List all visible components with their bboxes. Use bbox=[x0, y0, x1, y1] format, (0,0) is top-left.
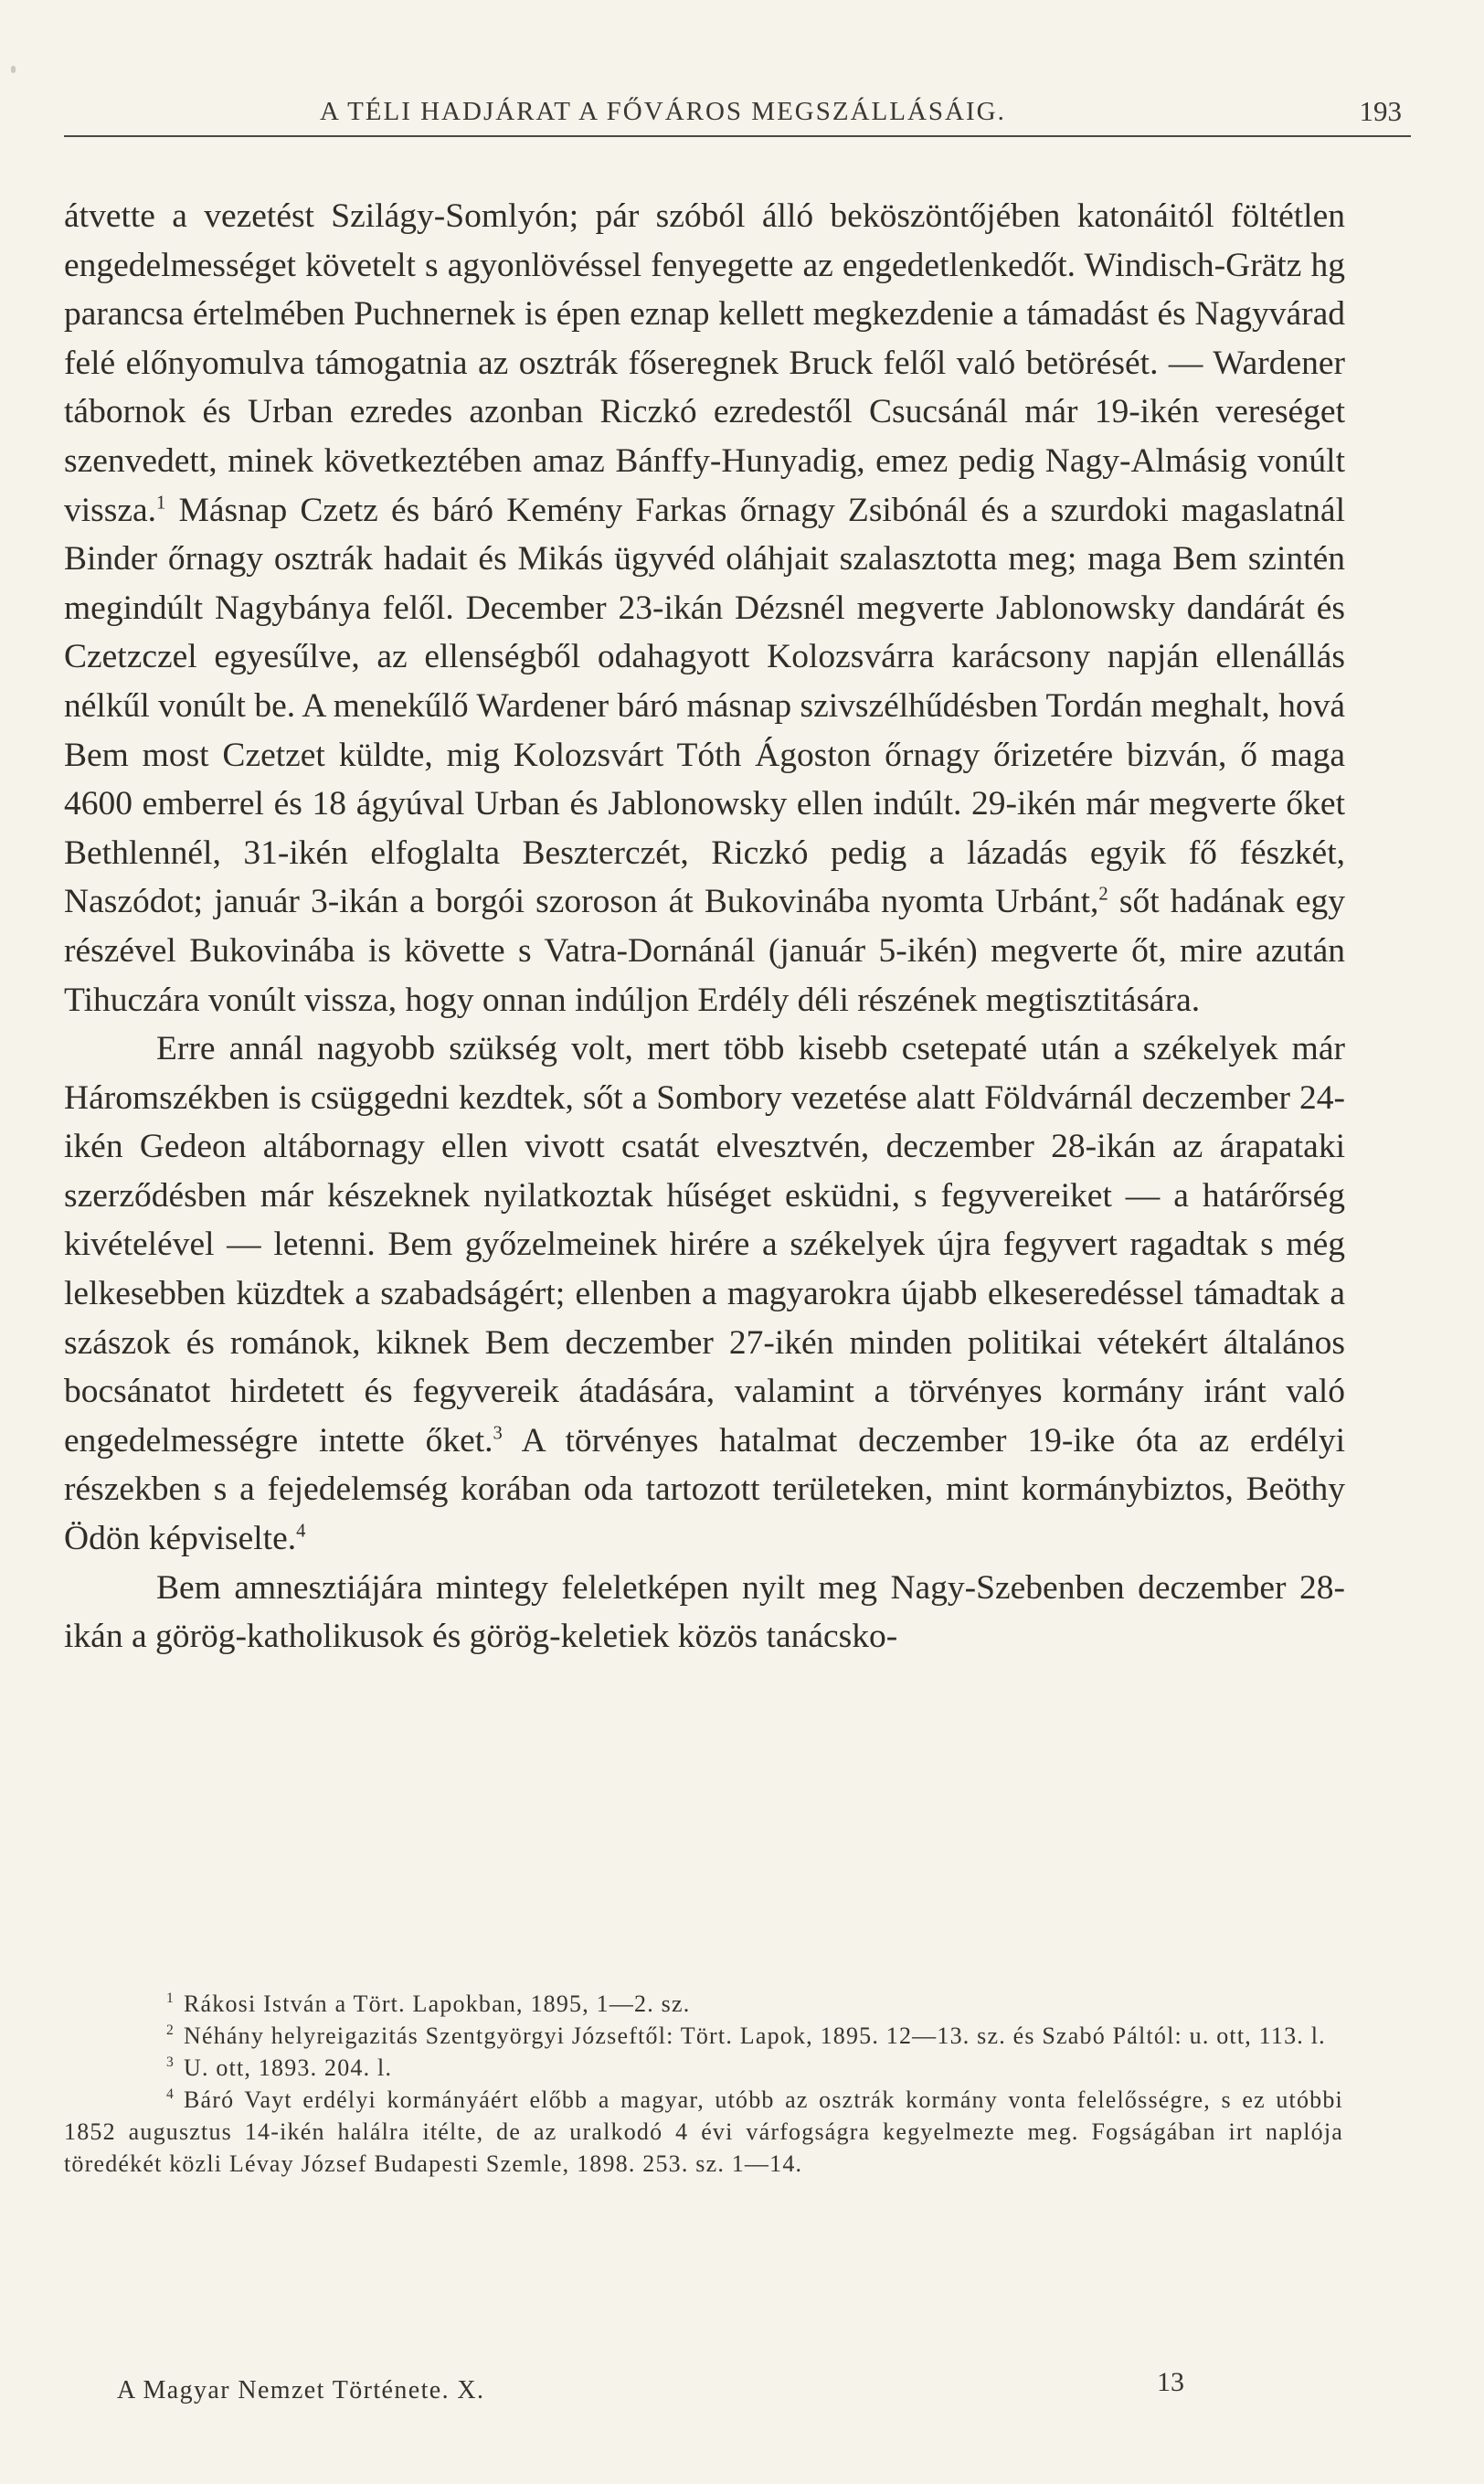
paragraph-3 bbox=[64, 1564, 1345, 1661]
text-run: Erre annál nagyobb szükség volt, mert több kisebb csetepaté után a székelyek már Háromszékben is csüggedni kezdtek, sőt a Sombory vezetése alatt Földvárnál deczember 24-ikén Gedeon altábornagy ellen vivott csatát elvesztvén, deczember 28-ikán az árapataki szerződésben már készeknek nyilatkoztak hűséget esküdni, s fegyvereiket — a határőrség kivételével — letenni. Bem győzelmeinek hirére a székelyek újra fegyvert ragadtak s még lelkesebben küzdtek a szabadságért; ellenben a magyarokra újabb elkeseredéssel támadtak a szászok és románok, kiknek Bem deczember 27-ikén minden politikai vétekért általános bocsánatot hirdetett és fegyvereik átadására, valamint a törvényes kormány iránt való engedelmességre intette őket. bbox=[64, 1030, 1345, 1460]
footnote-text: Néhány helyreigazitás Szentgyörgyi Józseftől: Tört. Lapok, 1895. 12—13. sz. és Szabó Páltól: u. ott, 113. l. bbox=[184, 2022, 1326, 2049]
page-footer bbox=[64, 2367, 1411, 2413]
page-number: 193 bbox=[1359, 95, 1402, 127]
footnote-mark: 1 bbox=[166, 1990, 175, 2007]
running-header bbox=[64, 91, 1411, 137]
main-text bbox=[64, 192, 1345, 1661]
footnote-ref-1: 1 bbox=[156, 493, 166, 514]
footnote-text: Rákosi István a Tört. Lapokban, 1895, 1—2. sz. bbox=[184, 1990, 691, 2017]
text-run: átvette a vezetést Szilágy-Somlyón; pár szóból álló beköszöntőjében katonáitól föltétlen engedelmességet követelt s agyonlövéssel fenyegette az engedetlenkedőt. Windisch-Grätz hg parancsa értelmében Puchnernek is épen eznap kellett megkezdenie a támadást és Nagyvárad felé előnyomulva támogatnia az osztrák főseregnek Bruck felől való betörését. — Wardener tábornok és Urban ezredes azonban Riczkó ezredestől Csucsánál már 19-ikén vereséget szenvedett, minek következtében amaz Bánffy-Hunyadig, emez pedig Nagy-Almásig vonúlt vissza. bbox=[64, 197, 1345, 529]
footnotes bbox=[64, 1988, 1343, 2180]
text-run: Másnap Czetz és báró Kemény Farkas őrnagy Zsibónál és a szurdoki magaslatnál Binder őrnagy osztrák hadait és Mikás ügyvéd oláhjait szalasztotta meg; maga Bem szintén megindúlt Nagybánya felől. December 23-ikán Dézsnél megverte Jablonowsky dandárát és Czetzczel egyesűlve, az ellenségből odahagyott Kolozsvárra karácsony napján ellenállás nélkűl vonúlt be. A menekűlő Wardener báró másnap szivszélhűdésben Tordán meghalt, hová Bem most Czetzet küldte, mig Kolozsvárt Tóth Ágoston őrnagy őrizetére bizván, ő maga 4600 emberrel és 18 ágyúval Urban és Jablonowsky ellen indúlt. 29-ikén már megverte őket Bethlennél, 31-ikén elfoglalta Beszterczét, Riczkó pedig a lázadás egyik fő fészkét, Naszódot; január 3-ikán a borgói szoroson át Bukovinába nyomta Urbánt, bbox=[64, 491, 1345, 921]
signature-mark: 13 bbox=[1157, 2367, 1184, 2397]
footnote-2 bbox=[64, 2020, 1343, 2052]
footnote-ref-4: 4 bbox=[296, 1521, 306, 1542]
footnote-ref-2: 2 bbox=[1098, 884, 1108, 905]
paragraph-2 bbox=[64, 1024, 1345, 1564]
book-title: A Magyar Nemzet Története. X. bbox=[117, 2376, 485, 2404]
running-title: A TÉLI HADJÁRAT A FŐVÁROS MEGSZÁLLÁSÁIG. bbox=[320, 97, 1006, 126]
footnote-3 bbox=[64, 2052, 1343, 2084]
footnote-mark: 2 bbox=[166, 2022, 175, 2039]
paper-speck bbox=[11, 66, 16, 73]
footnote-1 bbox=[64, 1988, 1343, 2020]
footnote-4 bbox=[64, 2084, 1343, 2180]
text-run: Bem amnesztiájára mintegy feleletképen nyilt meg Nagy-Szebenben deczember 28-ikán a görög-katholikusok és görög-keletiek közös tanácsko- bbox=[64, 1568, 1345, 1656]
footnote-mark: 3 bbox=[166, 2054, 175, 2071]
text-run: sőt hadának egy részével Bukovinába is követte s Vatra-Dornánál (január 5-ikén) megverte őt, mire azután Tihuczára vonúlt vissza, hogy onnan indúljon Erdély déli részének megtisztitására. bbox=[64, 883, 1345, 1019]
footnote-text: Báró Vayt erdélyi kormányáért előbb a magyar, utóbb az osztrák kormány vonta felelősségre, s ez utóbbi 1852 augusztus 14-ikén halálra itélte, de az uralkodó 4 évi várfogságra kegyelmezte meg. Fogságában irt naplója töredékét közli Lévay József Budapesti Szemle, 1898. 253. sz. 1—14. bbox=[64, 2086, 1343, 2177]
text-run: A törvényes hatalmat deczember 19-ike óta az erdélyi részekben s a fejedelemség korában oda tartozott területeken, mint kormánybiztos, Beöthy Ödön képviselte. bbox=[64, 1421, 1345, 1558]
footnote-text: U. ott, 1893. 204. l. bbox=[184, 2054, 393, 2081]
footnote-ref-3: 3 bbox=[493, 1423, 503, 1444]
paragraph-1 bbox=[64, 192, 1345, 1024]
footnote-mark: 4 bbox=[166, 2086, 175, 2103]
